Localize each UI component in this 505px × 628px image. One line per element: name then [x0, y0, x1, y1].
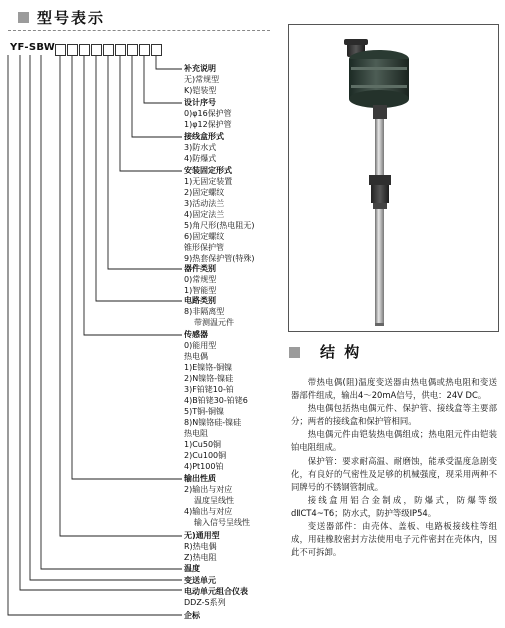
annotation-item: DDZ-S系列 — [184, 598, 226, 607]
annotation-item: 4)B铂铑30-铂铑6 — [184, 396, 248, 405]
annotation-heading: 温度 — [184, 564, 200, 573]
annotation-circuit-category — [184, 295, 234, 328]
annotation-heading: 无)通用型 — [184, 531, 220, 540]
annotation-item: 无)常规型 — [184, 75, 220, 84]
product-photo — [288, 24, 499, 332]
annotation-item: 0)φ16保护管 — [184, 109, 232, 118]
annotation-item: 4)防爆式 — [184, 154, 217, 163]
model-prefix: YF-SBW — [10, 42, 56, 53]
annotation-heading: 传感器 — [184, 330, 208, 339]
annotation-item: 0)常规型 — [184, 275, 217, 284]
section-title-structure: 结 构 — [320, 343, 362, 361]
annotation-item: 锥形保护管 — [184, 243, 224, 252]
section-title-model: 型号表示 — [37, 9, 106, 27]
annotation-heading: 安装固定形式 — [184, 166, 232, 175]
annotation-supplement — [184, 63, 219, 96]
annotation-item: 1)Cu50铜 — [184, 440, 222, 449]
annotation-item: 0)能用型 — [184, 341, 217, 350]
annotation-general — [184, 530, 220, 563]
annotation-item: 1)φ12保护管 — [184, 120, 232, 129]
annotation-temperature — [184, 563, 200, 574]
structure-paragraph: 保护管：要求耐高温、耐磨蚀，能承受温度急剧变化，有良好的气密性及足够的机械强度，现采用两种不同牌号的不锈钢管制成。 — [291, 455, 497, 492]
section-marker-structure — [289, 347, 300, 358]
annotation-heading: 输出性质 — [184, 474, 216, 483]
annotation-heading: 补充说明 — [184, 64, 216, 73]
annotation-heading: 设计序号 — [184, 98, 216, 107]
annotation-item: 6)固定螺纹 — [184, 232, 225, 241]
transmitter-illustration — [289, 25, 498, 331]
annotation-transmitter-unit — [184, 575, 216, 586]
annotation-item: 5)角尺形(热电阻无) — [184, 221, 255, 230]
annotation-sensor — [184, 329, 248, 472]
annotation-item: 2)N镍铬-镍硅 — [184, 374, 234, 383]
annotation-item: 1)无固定装置 — [184, 177, 233, 186]
annotation-item: 3)防水式 — [184, 143, 217, 152]
annotation-heading: 接线盒形式 — [184, 132, 224, 141]
annotation-item: 5)T铜-铜镍 — [184, 407, 224, 416]
annotation-heading: 企标 — [184, 611, 200, 620]
structure-paragraph: 热电偶包括热电偶元件、保护管、接线盒等主要部分；两者的接线盒和保护管相同。 — [291, 403, 497, 427]
annotation-heading: 器件类别 — [184, 264, 216, 273]
annotation-item: 热电阻 — [184, 429, 208, 438]
structure-paragraph: 变送器部件：由壳体、盖板、电路板接线柱等组成，用硅橡胶密封方法使用电子元件密封在壳体内，因此不可拆卸。 — [291, 521, 497, 558]
annotation-instrument-series — [184, 586, 248, 608]
annotation-heading: 电路类别 — [184, 296, 216, 305]
annotation-item: 输入信号呈线性 — [194, 518, 250, 527]
annotation-item: 9)热套保护管(特殊) — [184, 254, 255, 263]
annotation-item: 1)E镍铬-铜镍 — [184, 363, 233, 372]
annotation-item: R)热电偶 — [184, 542, 217, 551]
annotation-heading: 电动单元组合仪表 — [184, 587, 248, 596]
structure-paragraph: 热电偶元件由铠装热电偶组成；热电阻元件由铠装铂电阻组成。 — [291, 429, 497, 453]
annotation-item: 1)智能型 — [184, 286, 217, 295]
annotation-item: 热电偶 — [184, 352, 208, 361]
annotation-item: 温度呈线性 — [194, 496, 234, 505]
structure-paragraph: 接线盒用铝合金制成，防爆式，防爆等级dⅡCT4~T6；防水式，防护等级IP54。 — [291, 494, 497, 518]
annotation-item: 2)固定螺纹 — [184, 188, 225, 197]
annotation-item: 8)非隔离型 — [184, 307, 225, 316]
annotation-company — [184, 610, 200, 621]
annotation-design-no — [184, 97, 232, 130]
structure-description — [291, 376, 497, 559]
annotation-item: 带测温元件 — [194, 318, 234, 327]
annotation-junction-box — [184, 131, 224, 164]
annotation-item: 3)F铂铑10-铂 — [184, 385, 234, 394]
annotation-output — [184, 473, 250, 528]
annotation-device-category — [184, 263, 216, 296]
structure-paragraph: 带热电偶(阻)温度变送器由热电偶或热电阻和变送器部件组成，输出4～20mA信号，供电：24V DC。 — [291, 377, 497, 401]
annotation-item: 4)输出与对应 — [184, 507, 233, 516]
annotation-item: 2)输出与对应 — [184, 485, 233, 494]
annotation-item: Z)热电阻 — [184, 553, 217, 562]
annotation-heading: 变送单元 — [184, 576, 216, 585]
annotation-mounting — [184, 165, 254, 264]
annotation-item: 4)Pt100铂 — [184, 462, 224, 471]
annotation-item: K)铠装型 — [184, 86, 217, 95]
annotation-item: 2)Cu100铜 — [184, 451, 227, 460]
annotation-item: 3)活动法兰 — [184, 199, 225, 208]
annotation-item: 4)固定法兰 — [184, 210, 225, 219]
annotation-item: 8)N镍铬硅-镍硅 — [184, 418, 242, 427]
